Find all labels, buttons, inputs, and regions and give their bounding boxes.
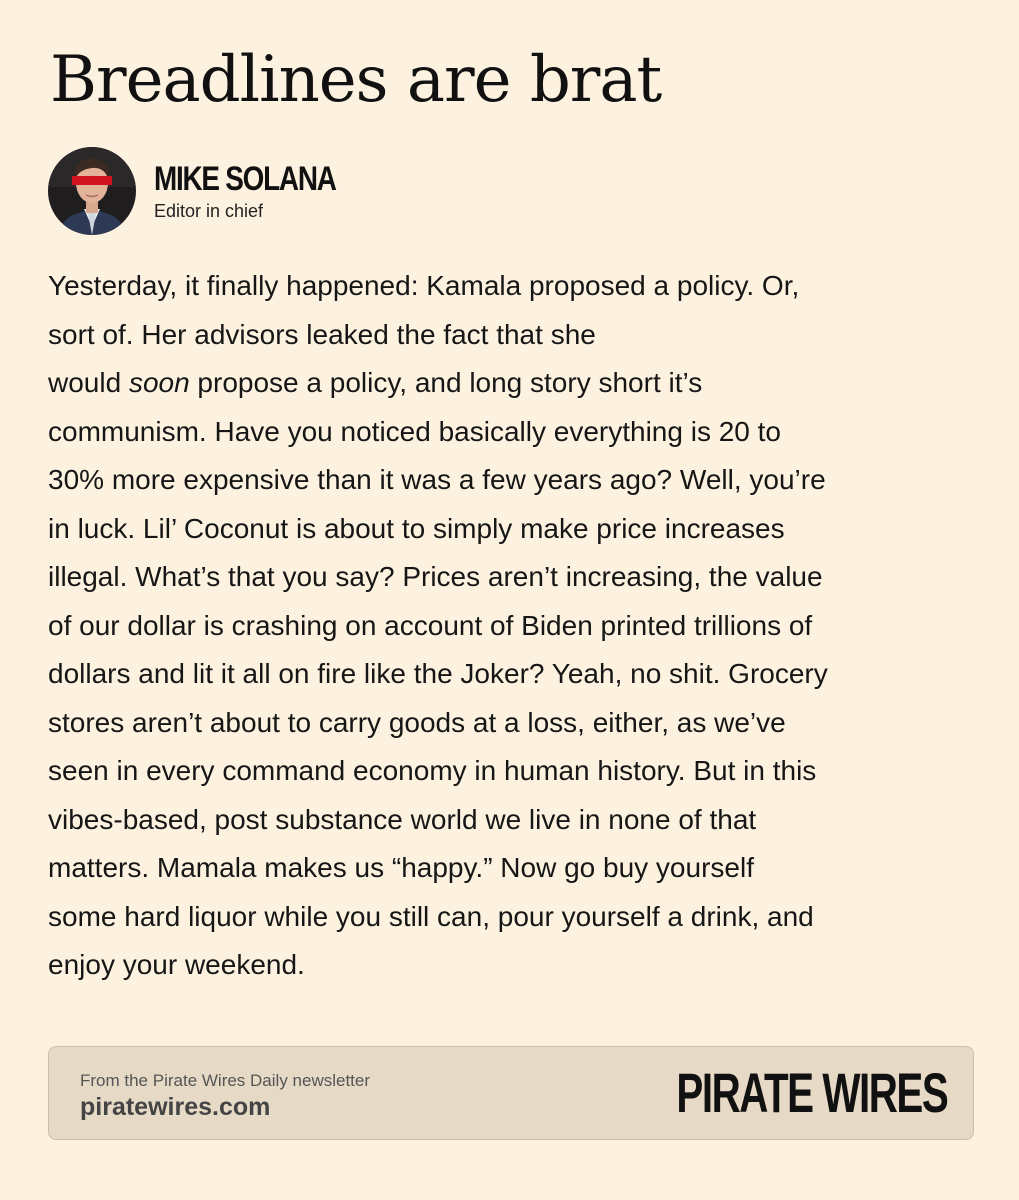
body-line: Yesterday, it finally happened: Kamala proposed a policy. Or, (48, 270, 800, 301)
author-meta (154, 162, 376, 220)
body-line: stores aren’t about to carry goods at a loss, either, as we’ve (48, 706, 786, 738)
article-body (48, 262, 973, 990)
footer-url-link[interactable]: piratewires.com (80, 1093, 271, 1121)
body-line: matters. Mamala makes us “happy.” Now go buy yourself (48, 852, 754, 883)
body-line: in luck. Lil’ Coconut is about to simply make price increases (48, 512, 785, 544)
brand-logo[interactable]: PIRATE WIRES (676, 1061, 947, 1124)
body-line (48, 359, 973, 408)
footer-caption: From the Pirate Wires Daily newsletter (80, 1071, 371, 1090)
body-line: 30% more expensive than it was a few years ago? Well, you’re (48, 464, 826, 495)
author-avatar (48, 147, 136, 235)
body-line-start: would (48, 367, 129, 398)
author-role: Editor in chief (154, 201, 264, 221)
emphasized-word: soon (128, 367, 190, 398)
body-line: vibes-based, post substance world we live in none of that (48, 803, 757, 835)
author-byline (48, 146, 376, 236)
body-line-end: propose a policy, and long story short it’s (189, 367, 703, 398)
body-line: some hard liquor while you still can, pour yourself a drink, and (48, 900, 814, 932)
author-name[interactable]: MIKE SOLANA (154, 160, 336, 198)
author-portrait-icon (48, 147, 136, 235)
newsletter-footer (48, 1046, 974, 1140)
body-line: illegal. What’s that you say? Prices aren’t increasing, the value (48, 561, 823, 592)
body-line: of our dollar is crashing on account of Biden printed trillions of (48, 609, 813, 641)
body-line: seen in every command economy in human history. But in this (48, 755, 817, 786)
body-line: enjoy your weekend. (48, 949, 305, 980)
body-line: dollars and lit it all on fire like the Joker? Yeah, no shit. Grocery (48, 658, 828, 689)
body-line: communism. Have you noticed basically everything is 20 to (48, 415, 782, 447)
body-line: sort of. Her advisors leaked the fact that she (48, 318, 596, 350)
article-title: Breadlines are brat (50, 43, 662, 117)
